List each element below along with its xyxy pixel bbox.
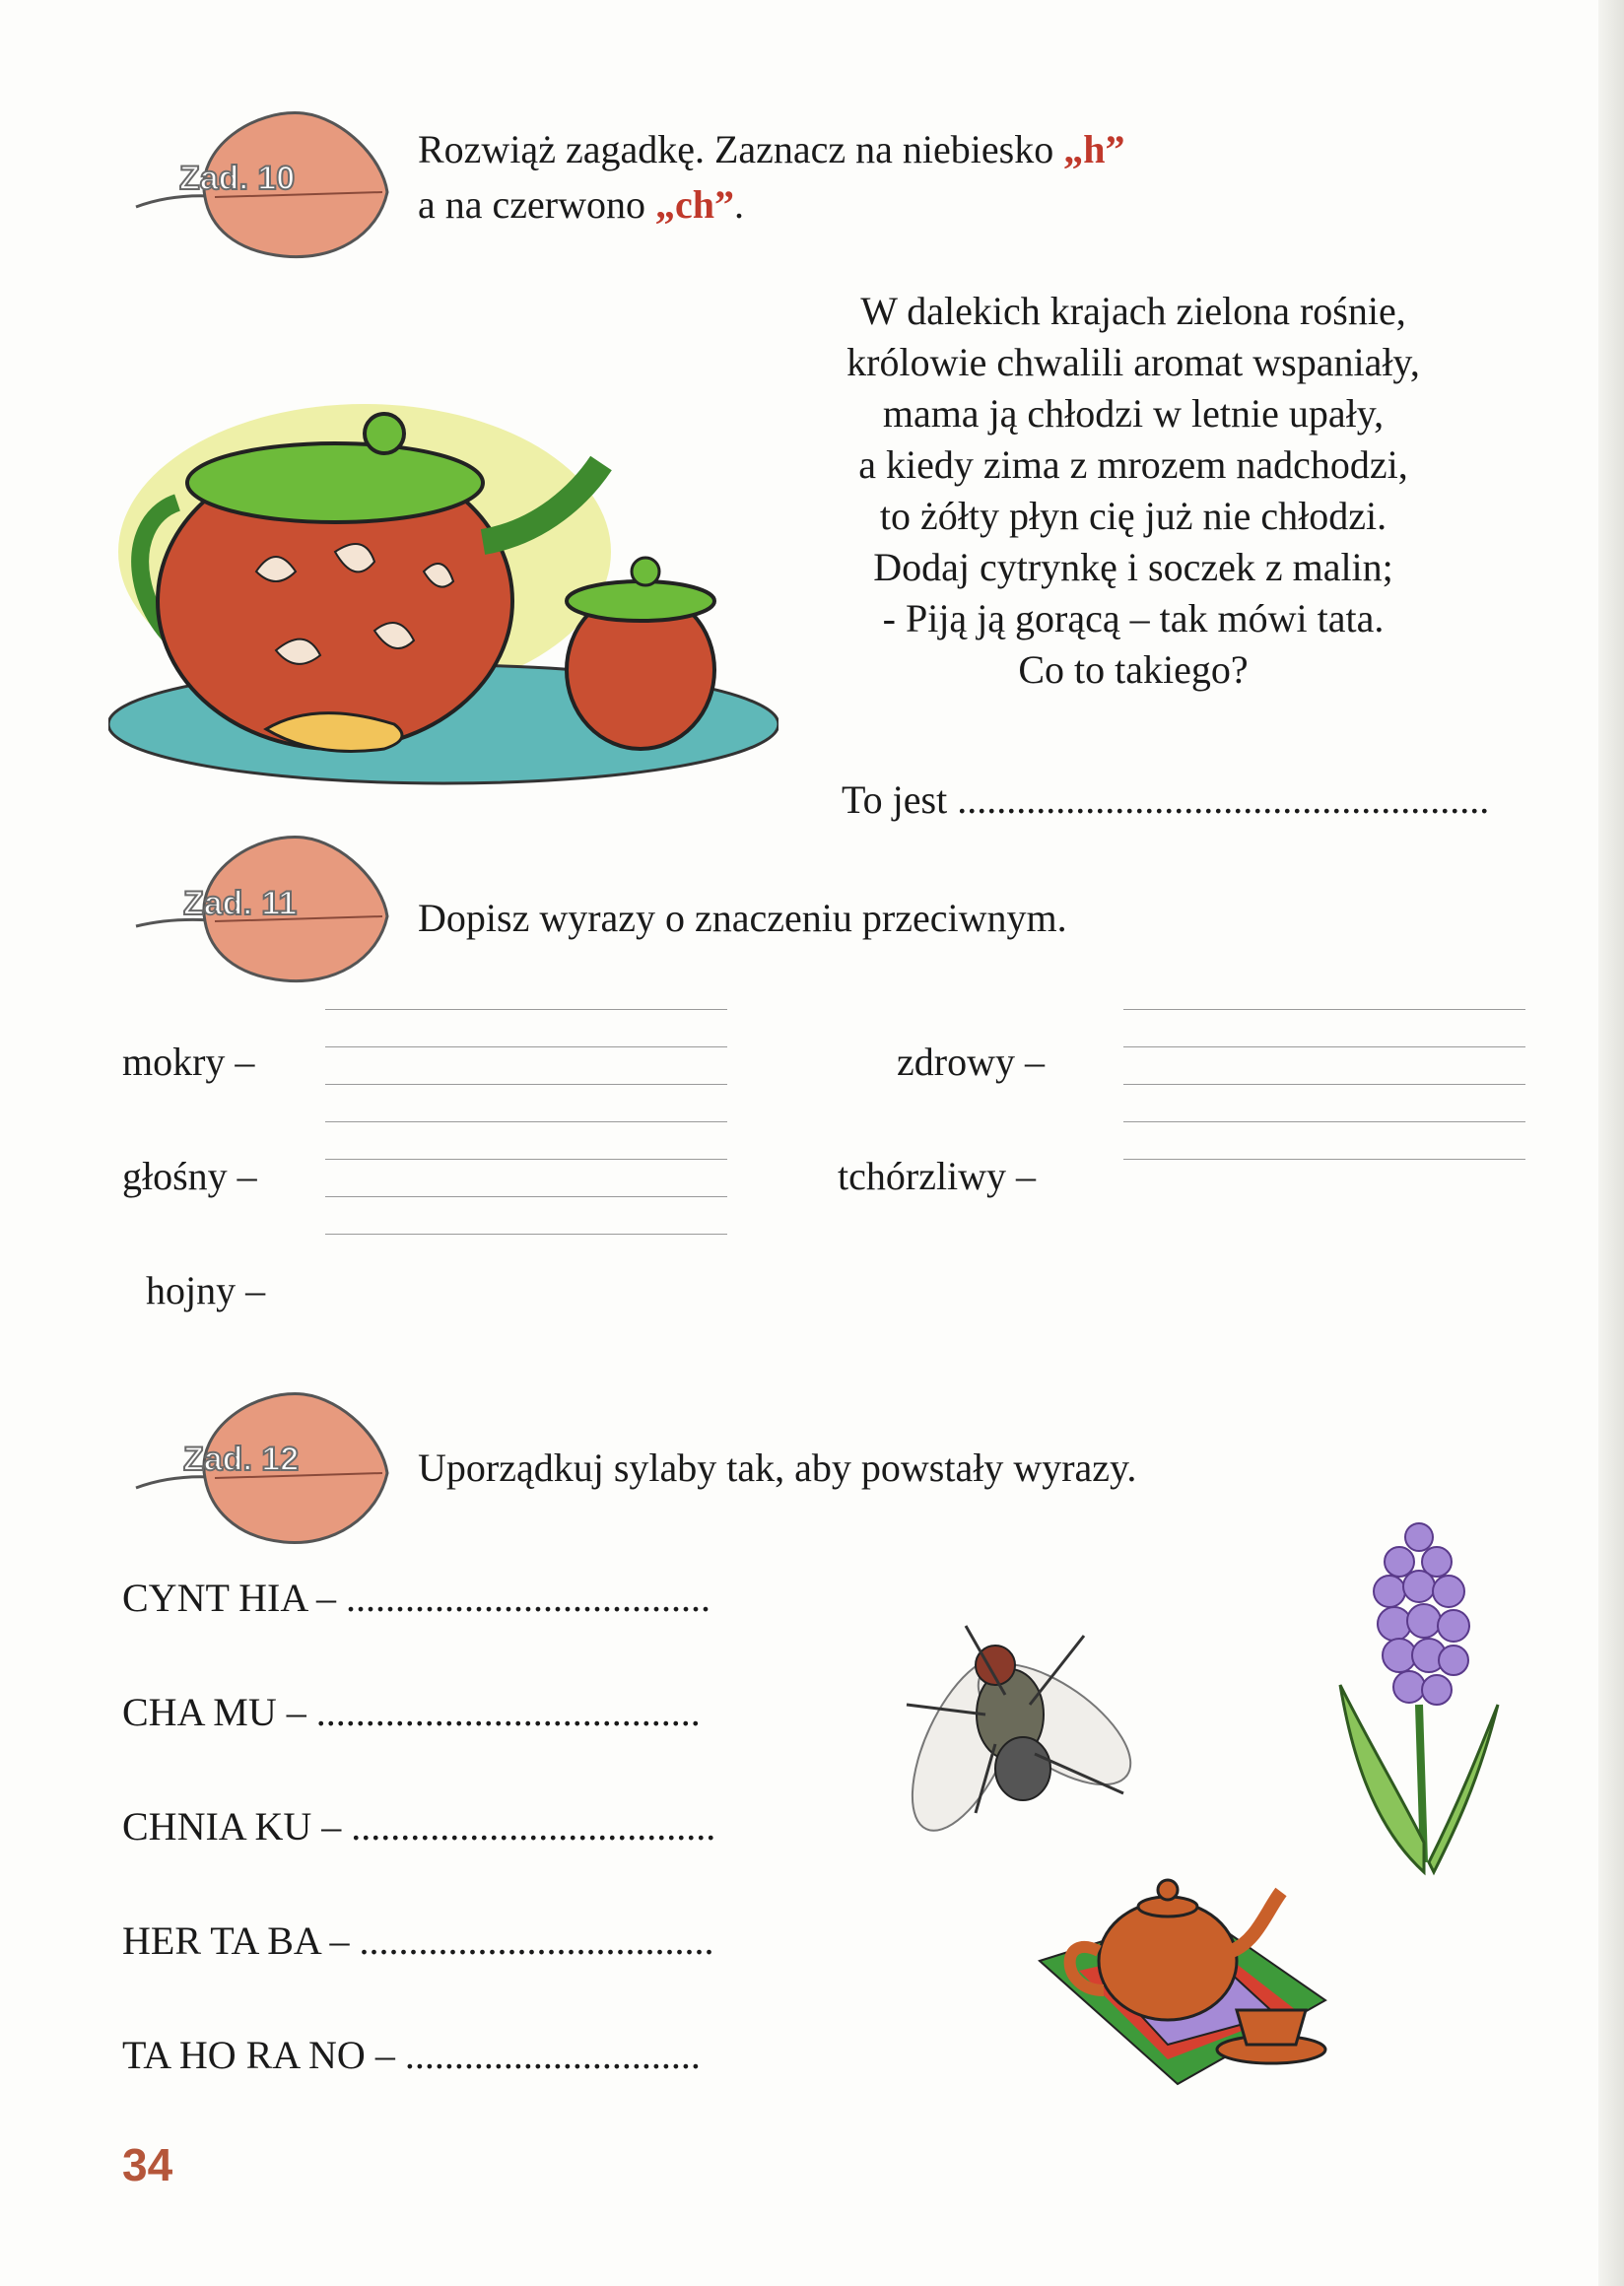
instruction-text: a na czerwono [418, 182, 655, 227]
task-instruction: Dopisz wyrazy o znaczeniu przeciwnym. [418, 896, 1067, 940]
riddle-line: to żółty płyn cię już nie chłodzi. [879, 494, 1387, 538]
answer-field[interactable]: To jest ...................................................... [842, 777, 1490, 822]
task-badge: Zad. 10 [179, 160, 296, 197]
answer-lines[interactable] [325, 1009, 727, 1271]
antonym-word: głośny – [122, 1154, 257, 1198]
teapot-illustration [108, 374, 778, 793]
hyacinth-illustration [1330, 1508, 1508, 1907]
answer-lines[interactable] [1123, 1009, 1525, 1196]
tea-set-illustration [1020, 1852, 1345, 2094]
riddle-line: królowie chwalili aromat wspaniały, [846, 340, 1420, 384]
riddle-poem [729, 286, 1537, 696]
h-letter: „h” [1063, 127, 1125, 171]
task-instruction-line2 [418, 179, 744, 231]
syllable-item[interactable]: CHA MU – ....................................... [122, 1690, 701, 1734]
antonym-word: tchórzliwy – [838, 1154, 1037, 1198]
syllable-item[interactable]: HER TA BA – .................................... [122, 1918, 714, 1963]
riddle-line: mama ją chłodzi w letnie upały, [882, 391, 1385, 436]
riddle-line: W dalekich krajach zielona rośnie, [860, 289, 1406, 333]
syllable-item[interactable]: CHNIA KU – ..................................... [122, 1804, 716, 1849]
syllable-item[interactable]: TA HO RA NO – .............................. [122, 2033, 701, 2077]
riddle-line: Co to takiego? [1018, 647, 1249, 692]
page-spine-shadow [1598, 0, 1624, 2286]
antonym-word: hojny – [146, 1268, 266, 1312]
riddle-line: a kiedy zima z mrozem nadchodzi, [858, 442, 1408, 487]
ch-letter: „ch” [654, 182, 734, 227]
riddle-line: - Piją ją gorącą – tak mówi tata. [882, 596, 1385, 640]
task-badge: Zad. 12 [183, 1441, 300, 1478]
syllable-item[interactable]: CYNT HIA – ..................................... [122, 1576, 711, 1620]
antonym-word: mokry – [122, 1040, 255, 1084]
antonym-word: zdrowy – [897, 1040, 1045, 1084]
instruction-text: . [733, 182, 744, 227]
riddle-line: Dodaj cytrynkę i soczek z malin; [873, 545, 1393, 589]
instruction-text: Rozwiąż zagadkę. Zaznacz na niebiesko [418, 127, 1064, 171]
task-badge: Zad. 11 [183, 885, 298, 922]
task-instruction: Uporządkuj sylaby tak, aby powstały wyrazy. [418, 1446, 1137, 1490]
fly-illustration [887, 1596, 1143, 1857]
task-instruction [418, 124, 1124, 175]
page-number: 34 [122, 2139, 173, 2190]
